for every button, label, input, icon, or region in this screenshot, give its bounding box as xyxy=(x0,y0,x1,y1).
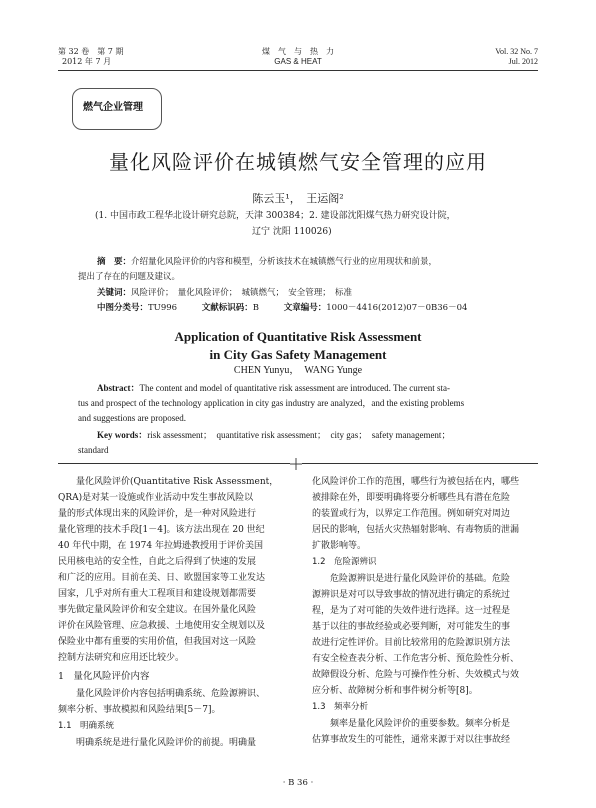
para-intro-line-5: 40 年代中期，在 1974 年拉姆逊教授用于评价美国 xyxy=(58,541,263,551)
header-right xyxy=(495,47,538,67)
abstract-en-line-3: and suggestions are proposed. xyxy=(78,413,186,423)
article-no-value: 1000－4416(2012)07－0B36－04 xyxy=(326,303,468,313)
keywords-zh-text: 风险评价； 量化风险评价； 城镇燃气； 安全管理； 标准 xyxy=(131,288,353,298)
header-date-en: Jul. 2012 xyxy=(508,57,538,66)
para-1-3-line-2: 估算事故发生的可能性，通常来源于对以往事故经 xyxy=(312,735,511,745)
journal-name-en: GAS & HEAT xyxy=(274,57,322,66)
para-intro-line-12: 控制方法研究和应用还比较少。 xyxy=(58,653,185,663)
heading-1-3: 1.3 频率分析 xyxy=(312,702,369,712)
para-intro-line-3: 量的形式体现出来的风险评价，是一种对风险进行 xyxy=(58,509,257,519)
para-intro-line-4: 量化管理的技术手段[1－4]。该方法出现在 20 世纪 xyxy=(58,525,265,535)
keywords-zh-label: 关键词： xyxy=(97,288,132,298)
left-column xyxy=(58,474,284,751)
abstract-zh-line-1 xyxy=(97,255,437,270)
divider-ornament-icon xyxy=(290,458,302,470)
para-1-2-line-4: 基于以往的事故经验或必要判断，对可能发生的事 xyxy=(312,622,511,632)
para-1-line-1: 量化风险评价内容包括明确系统、危险源辨识、 xyxy=(76,689,266,699)
abstract-en-line-2: tus and prospect of the technology application in city gas industry are analyzed，and the existing problems xyxy=(78,398,465,408)
abstract-en-line-1 xyxy=(97,381,450,395)
page-number: · B 36 · xyxy=(282,778,314,788)
keywords-en-line-2: standard xyxy=(78,445,109,455)
para-1-1-cont-line-1: 化风险评价工作的范围，哪些行为被包括在内，哪些 xyxy=(312,477,520,487)
para-intro-line-1: 量化风险评价(Quantitative Risk Assessment， xyxy=(76,477,279,487)
para-1-2-line-5: 故进行定性评价。目前比较常用的危险源识别方法 xyxy=(312,638,511,648)
para-1-2-line-6: 有安全检查表分析、工作危害分析、预危险性分析、 xyxy=(312,654,520,664)
keywords-en-line-1 xyxy=(97,428,450,442)
para-1-1-cont-line-2: 被排除在外，即要明确将要分析哪些具有潜在危险 xyxy=(312,493,511,503)
para-1-1-cont-line-4: 居民的影响，包括火灾热辐射影响、有毒物质的泄漏 xyxy=(312,525,520,535)
heading-1-1: 1.1 明确系统 xyxy=(58,721,115,731)
article-no-label: 文章编号： xyxy=(283,303,327,313)
right-column xyxy=(312,474,538,748)
article-title-zh: 量化风险评价在城镇燃气安全管理的应用 xyxy=(109,150,487,174)
doc-code-value: B xyxy=(252,303,260,313)
affiliation-line-1: (1. 中国市政工程华北设计研究总院，天津 300384；2. 建设部沈阳煤气热力研究设计院， xyxy=(95,211,456,221)
para-1-2-line-7: 故障假设分析、危险与可操作性分析、失效模式与效 xyxy=(312,670,520,680)
para-1-1-line-1: 明确系统是进行量化风险评价的前提。明确量 xyxy=(76,738,257,748)
keywords-en-text-1: risk assessment； quantitative risk assessment； city gas； safety management； xyxy=(147,430,451,440)
authors-en: CHEN Yunyu， WANG Yunge xyxy=(233,365,363,376)
article-title-en-line-1: Application of Quantitative Risk Assessment xyxy=(174,329,422,344)
para-1-2-line-2: 源辨识是对可以导致事故的情况进行确定的系统过 xyxy=(312,590,511,600)
para-1-line-2: 频率分析、事故模拟和风险结果[5－7]。 xyxy=(58,705,221,715)
abstract-zh-text-1: 介绍量化风险评价的内容和模型，分析该技术在城镇燃气行业的应用现状和前景， xyxy=(131,257,438,267)
abstract-en-label: Abstract： xyxy=(97,383,140,393)
header-volume-en: Vol. 32 No. 7 xyxy=(495,47,538,56)
para-intro-line-9: 事先做定量风险评价和安全建议。在国外量化风险 xyxy=(58,605,257,615)
clc-value: TU996 xyxy=(148,303,178,313)
abstract-zh-label: 摘 要： xyxy=(97,257,132,267)
doc-code-label: 文献标识码： xyxy=(201,303,253,313)
header-rule xyxy=(58,70,538,71)
section-tag xyxy=(72,88,162,130)
para-intro-line-7: 和广泛的应用。目前在美、日、欧盟国家等工业发达 xyxy=(58,573,266,583)
keywords-zh xyxy=(97,286,352,301)
para-intro-line-10: 评价在风险管理、应急救援、土地使用安全规划以及 xyxy=(58,621,266,631)
para-1-3-line-1: 频率是量化风险评价的重要参数。频率分析是 xyxy=(330,719,511,729)
clc-label: 中图分类号： xyxy=(97,303,149,313)
section-tag-label: 燃气企业管理 xyxy=(83,102,143,113)
para-intro-line-8: 国家，几乎对所有重大工程项目和建设规划都需要 xyxy=(58,589,257,599)
header-volume-zh: 第 32 卷 第 7 期 xyxy=(58,47,124,56)
para-1-2-line-8: 应分析、故障树分析和事件树分析等[8]。 xyxy=(312,686,478,696)
article-title-en-line-2: in City Gas Safety Management xyxy=(209,347,387,362)
authors-zh: 陈云玉¹， 王运阁² xyxy=(252,192,344,205)
para-1-2-line-3: 程，是为了对可能的失效件进行选择。这一过程是 xyxy=(312,606,511,616)
keywords-en-label: Key words： xyxy=(97,430,148,440)
para-1-2-line-1: 危险源辨识是进行量化风险评价的基础。危险 xyxy=(330,574,511,584)
heading-1-2: 1.2 危险源辨识 xyxy=(312,557,377,567)
para-intro-line-11: 保险业中都有重要的实用价值，但我国对这一风险 xyxy=(58,637,257,647)
header-date-zh: 2012 年 7 月 xyxy=(62,57,112,66)
para-1-1-cont-line-3: 的装置或行为，以界定工作范围。例如研究对周边 xyxy=(312,509,511,519)
header-left xyxy=(58,47,123,67)
header-center xyxy=(198,47,398,67)
abstract-zh-line-2: 提出了存在的问题及建议。 xyxy=(78,272,181,282)
para-1-1-cont-line-5: 扩散影响等。 xyxy=(312,541,367,551)
abstract-en-text-1: The content and model of quantitative risk assessment are introduced. The current sta- xyxy=(139,383,450,393)
affiliation-line-2: 辽宁 沈阳 110026) xyxy=(252,227,332,237)
para-intro-line-6: 民用核电站的安全性，自此之后得到了快速的发展 xyxy=(58,557,257,567)
heading-1: 1 量化风险评价内容 xyxy=(58,671,150,682)
para-intro-line-2: QRA)是对某一设施或作业活动中发生事故风险以 xyxy=(58,493,254,503)
classification-line xyxy=(97,301,467,316)
journal-name-zh: 煤 气 与 热 力 xyxy=(262,47,334,56)
